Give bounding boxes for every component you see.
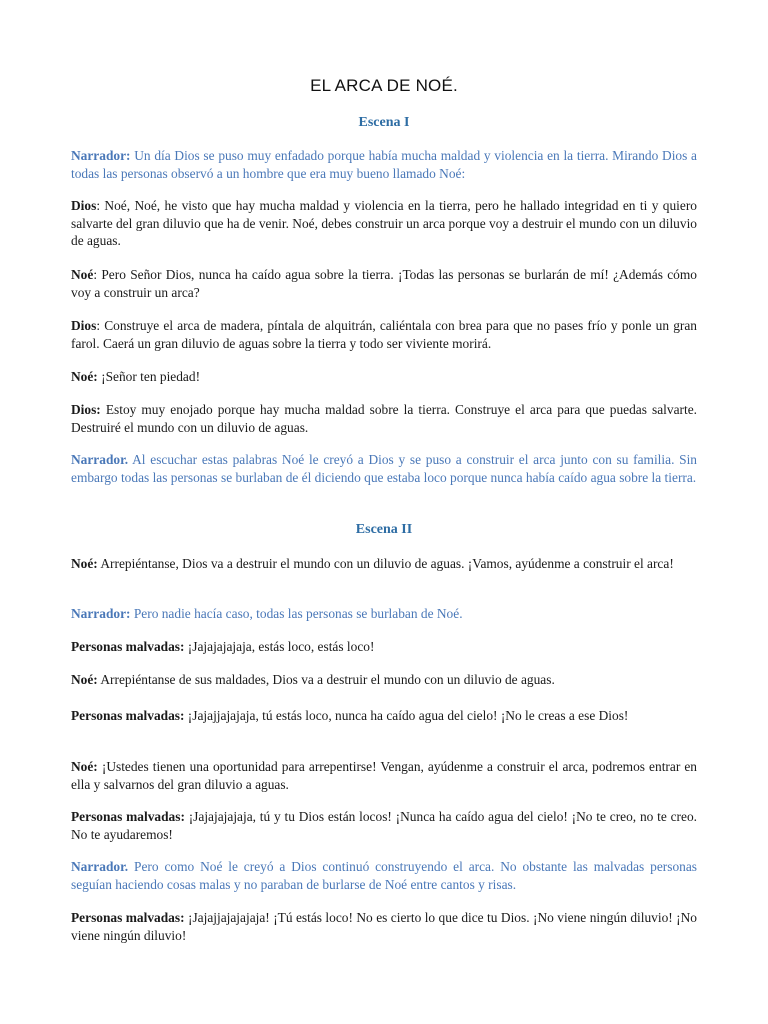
paragraph-narrator <box>71 605 697 623</box>
paragraph-noe <box>71 368 697 386</box>
dialogue-text: Estoy muy enojado porque hay mucha maldad sobre la tierra. Construye el arca para que puedas salvarte. Destruiré el mundo con un diluvio de aguas. <box>71 402 697 435</box>
paragraph-noe <box>71 266 697 301</box>
speaker-label: Personas malvadas: <box>71 809 185 824</box>
paragraph-personas-malvadas <box>71 909 697 944</box>
paragraph-narrator <box>71 147 697 182</box>
speaker-label: Noé: <box>71 759 98 774</box>
paragraph-dios <box>71 197 697 250</box>
speaker-label: Narrador: <box>71 148 131 163</box>
paragraph-noe <box>71 758 697 793</box>
speaker-label: Dios <box>71 198 97 213</box>
dialogue-text: : Noé, Noé, he visto que hay mucha maldad y violencia en la tierra, pero he hallado integridad en ti y quiero salvarte del gran diluvio que ha de venir. Noé, debes construir un arca porque voy a destruir el mundo con un diluvio de aguas. <box>71 198 697 248</box>
dialogue-text: ¡Jajajajajaja, tú y tu Dios están locos! ¡Nunca ha caído agua del cielo! ¡No te creo, no te creo. No te ayudaremos! <box>71 809 697 842</box>
dialogue-text: ¡Jajajajajaja, estás loco, estás loco! <box>184 639 375 654</box>
speaker-label: Narrador. <box>71 452 129 467</box>
speaker-label: Personas malvadas: <box>71 639 185 654</box>
dialogue-text: Arrepiéntanse, Dios va a destruir el mundo con un diluvio de aguas. ¡Vamos, ayúdenme a construir el arca! <box>97 556 674 571</box>
dialogue-text: : Pero Señor Dios, nunca ha caído agua sobre la tierra. ¡Todas las personas se burlarán de mí! ¿Además cómo voy a construir un arca? <box>71 267 697 300</box>
document-title: EL ARCA DE NOÉ. <box>310 76 458 95</box>
speaker-label: Noé: <box>71 369 98 384</box>
paragraph-dios <box>71 317 697 352</box>
paragraph-narrator <box>71 451 697 486</box>
speaker-label: Noé: <box>71 672 98 687</box>
speaker-label: Noé <box>71 267 94 282</box>
dialogue-text: Al escuchar estas palabras Noé le creyó a Dios y se puso a construir el arca junto con su familia. Sin embargo todas las personas se burlaban de él diciendo que estaba loco porque nunca había caído agua sobre la tierra. <box>71 452 697 485</box>
speaker-label: Personas malvadas: <box>71 910 185 925</box>
paragraph-noe <box>71 555 697 573</box>
speaker-label: Narrador: <box>71 606 131 621</box>
dialogue-text: : Construye el arca de madera, píntala de alquitrán, caliéntala con brea para que no pases frío y ponle un gran farol. Caerá un gran diluvio de aguas sobre la tierra y todo ser viviente morirá. <box>71 318 697 351</box>
speaker-label: Personas malvadas: <box>71 708 185 723</box>
paragraph-dios <box>71 401 697 436</box>
paragraph-narrator <box>71 858 697 893</box>
paragraph-noe <box>71 671 697 689</box>
dialogue-text: ¡Jajajjajajaja, tú estás loco, nunca ha caído agua del cielo! ¡No le creas a ese Dios! <box>184 708 629 723</box>
dialogue-text: ¡Ustedes tienen una oportunidad para arrepentirse! Vengan, ayúdenme a construir el arca, podremos entrar en ella y salvarnos del gran diluvio a aguas. <box>71 759 697 792</box>
paragraph-personas-malvadas <box>71 638 697 656</box>
speaker-label: Dios: <box>71 402 101 417</box>
scene-heading-2: Escena II <box>355 522 413 537</box>
dialogue-text: Un día Dios se puso muy enfadado porque había mucha maldad y violencia en la tierra. Mirando Dios a todas las personas observó a un hombre que era muy bueno llamado Noé: <box>71 148 697 181</box>
dialogue-text: Arrepiéntanse de sus maldades, Dios va a destruir el mundo con un diluvio de aguas. <box>97 672 555 687</box>
dialogue-text: ¡Señor ten piedad! <box>97 369 201 384</box>
speaker-label: Noé: <box>71 556 98 571</box>
speaker-label: Narrador. <box>71 859 129 874</box>
dialogue-text: Pero nadie hacía caso, todas las personas se burlaban de Noé. <box>130 606 463 621</box>
speaker-label: Dios <box>71 318 97 333</box>
paragraph-personas-malvadas <box>71 707 697 725</box>
paragraph-personas-malvadas <box>71 808 697 843</box>
dialogue-text: Pero como Noé le creyó a Dios continuó construyendo el arca. No obstante las malvadas personas seguían haciendo cosas malas y no paraban de burlarse de Noé entre cantos y risas. <box>71 859 697 892</box>
scene-heading-1: Escena I <box>358 115 410 130</box>
dialogue-text: ¡Jajajjajajajaja! ¡Tú estás loco! No es cierto lo que dice tu Dios. ¡No viene ningún diluvio! ¡No viene ningún diluvio! <box>71 910 697 943</box>
